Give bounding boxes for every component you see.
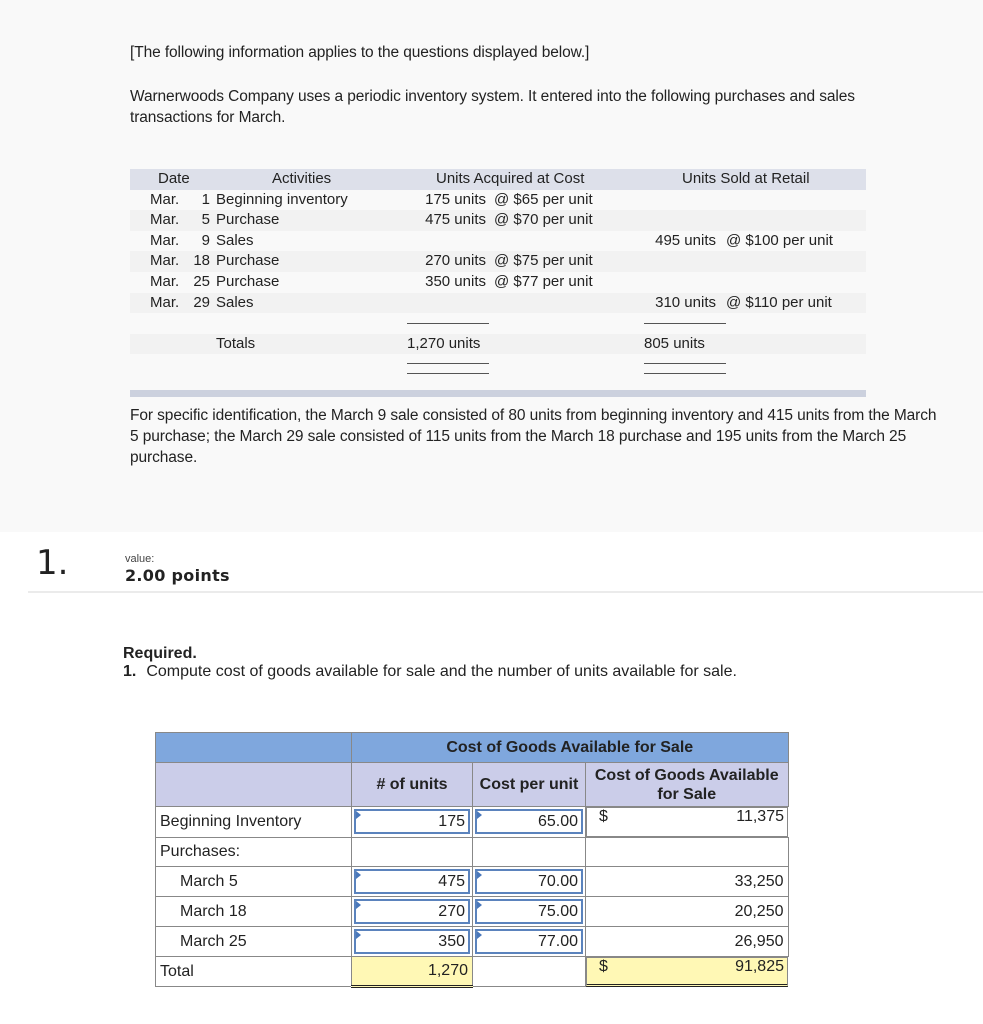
units-cell — [352, 927, 473, 957]
cost-cell — [473, 807, 586, 838]
row-sold-price: @ $110 per unit — [726, 293, 832, 311]
empty-cell — [586, 837, 789, 867]
row-label: March 25 — [156, 927, 352, 957]
row-month: Mar. — [150, 190, 180, 208]
header-date: Date — [158, 170, 190, 187]
cost-input[interactable]: 75.00 — [475, 899, 583, 924]
row-acq-units: 270 units — [425, 252, 486, 270]
row-month: Mar. — [150, 252, 180, 270]
units-cell — [352, 867, 473, 897]
row-activity: Purchase — [216, 211, 280, 229]
totals-row — [130, 334, 866, 355]
value-label: value: — [125, 553, 155, 565]
row-label: Beginning Inventory — [156, 807, 352, 838]
header-cogs: Cost of Goods Available for Sale — [586, 763, 789, 807]
empty-cell — [352, 837, 473, 867]
header-sold: Units Sold at Retail — [682, 170, 810, 187]
header-acquired: Units Acquired at Cost — [436, 170, 585, 187]
blank-header-cell — [156, 733, 352, 763]
row-activity: Beginning inventory — [216, 190, 348, 208]
table-row-total — [156, 957, 789, 987]
transactions-header-row — [130, 169, 866, 190]
double-rule — [644, 373, 726, 374]
row-month: Mar. — [150, 272, 180, 290]
row-day: 29 — [193, 293, 210, 311]
row-activity: Purchase — [216, 252, 280, 270]
row-activity: Sales — [216, 293, 254, 311]
points-value: 2.00 points — [125, 566, 230, 585]
row-month: Mar. — [150, 231, 180, 249]
header-cost-per-unit: Cost per unit — [473, 763, 586, 807]
cogs-column-header-row — [156, 763, 789, 807]
intro-note: [The following information applies to the questions displayed below.] — [130, 44, 590, 61]
table-row-purchases-label — [156, 837, 789, 867]
row-acq-cost: @ $77 per unit — [494, 272, 593, 290]
cogs-title: Cost of Goods Available for Sale — [352, 733, 789, 763]
subtotal-rule — [644, 323, 726, 324]
units-cell — [352, 897, 473, 927]
table-row-march-5 — [156, 867, 789, 897]
row-label: Purchases: — [156, 837, 352, 867]
double-rule — [407, 373, 489, 374]
table-row-march-25 — [156, 927, 789, 957]
double-rule — [644, 363, 726, 364]
table-row — [130, 231, 866, 252]
cogs-cell — [586, 807, 788, 837]
spacer-row — [130, 354, 866, 375]
required-item-text: Compute cost of goods available for sale and the number of units available for sale. — [146, 663, 737, 680]
required-item-number: 1. — [123, 663, 137, 680]
section-divider — [130, 390, 866, 397]
row-acq-cost: @ $65 per unit — [494, 190, 593, 208]
row-acq-units: 175 units — [425, 190, 486, 208]
question-divider — [28, 591, 983, 593]
row-day: 18 — [193, 252, 210, 270]
cost-cell — [473, 867, 586, 897]
cogs-value: 20,250 — [586, 897, 789, 927]
total-cogs-cell — [586, 957, 788, 987]
cogs-value: 11,375 — [736, 808, 784, 825]
total-cogs-value: 91,825 — [735, 958, 784, 975]
row-day: 1 — [201, 190, 210, 208]
cogs-value: 33,250 — [586, 867, 789, 897]
subtotal-rule — [407, 323, 489, 324]
totals-acquired: 1,270 units — [407, 334, 481, 352]
cost-input[interactable]: 77.00 — [475, 929, 583, 954]
row-activity: Sales — [216, 231, 254, 249]
row-acq-units: 350 units — [425, 272, 486, 290]
currency-symbol: $ — [599, 808, 608, 825]
spacer-row — [130, 313, 866, 334]
table-row — [130, 210, 866, 231]
row-label: Total — [156, 957, 352, 987]
row-sold-price: @ $100 per unit — [726, 231, 833, 249]
row-label: March 18 — [156, 897, 352, 927]
units-input[interactable]: 475 — [354, 869, 470, 894]
empty-cell — [473, 957, 586, 987]
transactions-table — [130, 169, 866, 375]
table-row — [130, 272, 866, 293]
cost-input[interactable]: 70.00 — [475, 869, 583, 894]
totals-sold: 805 units — [644, 334, 705, 352]
table-row-beginning-inventory — [156, 807, 789, 838]
table-row-march-18 — [156, 897, 789, 927]
table-row — [130, 293, 866, 314]
cost-cell — [473, 927, 586, 957]
question-number: 1. — [36, 543, 69, 583]
row-acq-cost: @ $70 per unit — [494, 211, 593, 229]
row-day: 25 — [193, 272, 210, 290]
row-acq-cost: @ $75 per unit — [494, 252, 593, 270]
row-sold-units: 310 units — [655, 293, 716, 311]
total-units: 1,270 — [352, 957, 473, 987]
row-day: 5 — [201, 211, 210, 229]
cost-input[interactable]: 65.00 — [475, 809, 583, 834]
cogs-title-row — [156, 733, 789, 763]
units-cell — [352, 807, 473, 838]
row-acq-units: 475 units — [425, 211, 486, 229]
blank-header-cell — [156, 763, 352, 807]
table-row — [130, 251, 866, 272]
row-month: Mar. — [150, 211, 180, 229]
required-item — [123, 663, 737, 681]
row-sold-units: 495 units — [655, 231, 716, 249]
header-units: # of units — [352, 763, 473, 807]
units-input[interactable]: 270 — [354, 899, 470, 924]
row-label: March 5 — [156, 867, 352, 897]
empty-cell — [473, 837, 586, 867]
table-row — [130, 190, 866, 211]
required-heading: Required. — [123, 645, 197, 662]
row-day: 9 — [201, 231, 210, 249]
totals-label: Totals — [216, 334, 256, 352]
specific-identification-text: For specific identification, the March 9 sale consisted of 80 units from beginning inventory and 415 units from the March 5 purchase; the March 29 sale consisted of 115 units from the March 18 purchase and 195 units from the March 25 purchase. — [130, 407, 937, 466]
row-activity: Purchase — [216, 272, 280, 290]
row-month: Mar. — [150, 293, 180, 311]
intro-paragraph: Warnerwoods Company uses a periodic inventory system. It entered into the following purchases and sales transactions for March. — [130, 88, 855, 126]
header-activities: Activities — [272, 170, 332, 187]
cost-cell — [473, 897, 586, 927]
units-input[interactable]: 175 — [354, 809, 470, 834]
currency-symbol: $ — [599, 958, 608, 975]
cogs-value: 26,950 — [586, 927, 789, 957]
units-input[interactable]: 350 — [354, 929, 470, 954]
double-rule — [407, 363, 489, 364]
cogs-table — [155, 732, 789, 988]
